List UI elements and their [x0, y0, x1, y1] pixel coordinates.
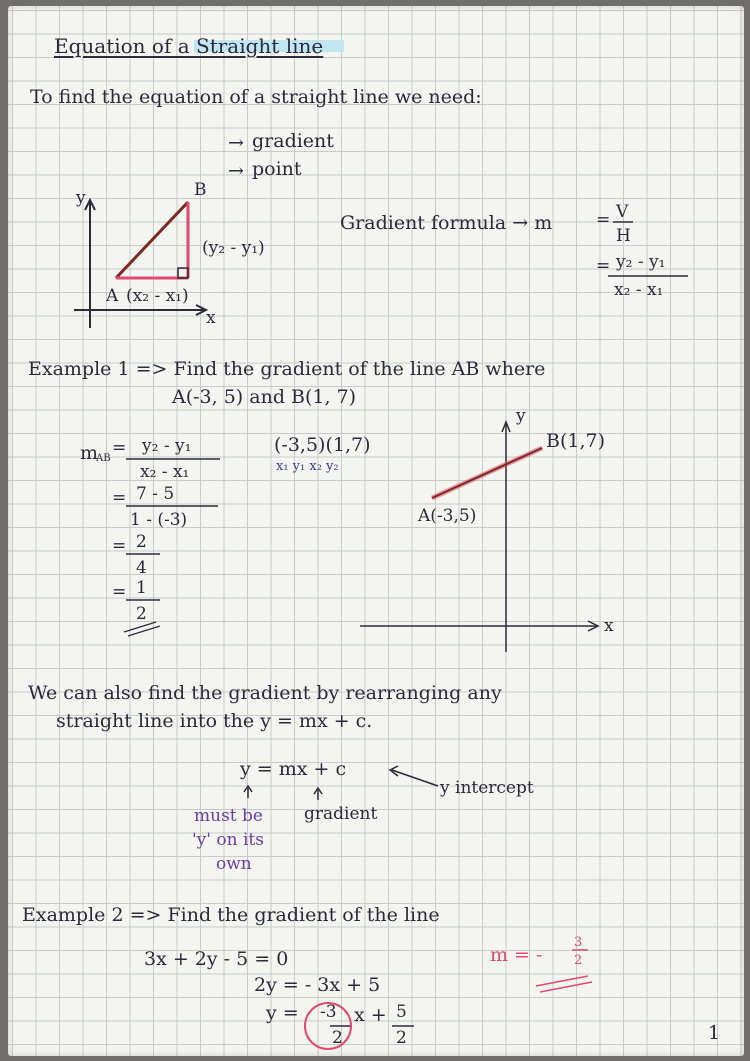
diagram1-rise-label: (y₂ - y₁): [202, 238, 265, 258]
diagram1-y-label: y: [76, 188, 86, 208]
example2-line-1: 3x + 2y - 5 = 0: [144, 948, 289, 970]
graph1-x-label: x: [604, 616, 614, 636]
step3-num: 2: [136, 532, 147, 552]
formula-equals-2: =: [596, 256, 611, 276]
formula-equals: =: [596, 210, 611, 230]
formula-h: H: [616, 226, 631, 246]
step1-den: x₂ - x₁: [140, 462, 190, 482]
must-be-line-2: 'y' on its: [192, 830, 264, 850]
example1-coords: (-3,5)(1,7): [274, 434, 371, 456]
intro-text: To find the equation of a straight line we need:: [30, 86, 482, 108]
need-item-arrow: →: [228, 160, 244, 182]
example2-line-3-y: y =: [266, 1002, 299, 1024]
y-intercept-label: y intercept: [440, 778, 534, 798]
diagram1-point-b: B: [194, 180, 207, 200]
example1-eq: =: [112, 536, 127, 556]
notebook-page: [8, 6, 744, 1056]
step3-den: 4: [136, 558, 147, 578]
example2-frac2-den: 2: [396, 1028, 407, 1048]
diagram1-run-label: (x₂ - x₁): [126, 286, 189, 306]
diagram-lines: [8, 6, 744, 1056]
rearrange-text-2: straight line into the y = mx + c.: [56, 710, 373, 732]
diagram1-point-a: A: [106, 286, 119, 306]
must-be-line-3: own: [216, 854, 252, 874]
example2-heading: Example 2 => Find the gradient of the line: [22, 904, 440, 926]
graph1-point-b-label: B(1,7): [546, 430, 606, 452]
formula-numerator: y₂ - y₁: [616, 252, 666, 272]
step1-num: y₂ - y₁: [142, 436, 192, 456]
need-gradient: gradient: [252, 130, 334, 152]
example1-eq: =: [112, 488, 127, 508]
rearrange-text-1: We can also find the gradient by rearranging any: [28, 682, 502, 704]
example1-heading: Example 1 => Find the gradient of the line AB where: [28, 358, 546, 380]
step2-num: 7 - 5: [136, 484, 175, 504]
page-title: Equation of a Straight line: [54, 34, 324, 58]
formula-denominator: x₂ - x₁: [614, 280, 664, 300]
step4-num: 1: [136, 578, 147, 598]
example2-frac2-num: 5: [396, 1002, 407, 1022]
formula-v: V: [616, 202, 629, 222]
need-point: point: [252, 158, 302, 180]
graph1-y-label: y: [516, 406, 526, 426]
page-number: 1: [708, 1022, 721, 1044]
example2-frac1-num: -3: [320, 1002, 337, 1022]
ymxc-equation: y = mx + c: [240, 758, 347, 780]
example2-answer-m: m = -: [490, 944, 543, 966]
step2-den: 1 - (-3): [130, 510, 188, 530]
example2-line-3-x: x +: [354, 1004, 387, 1026]
gradient-formula-label: Gradient formula → m: [340, 212, 553, 234]
example1-coord-labels: x₁ y₁ x₂ y₂: [276, 459, 339, 474]
example2-frac1-den: 2: [332, 1028, 343, 1048]
example1-eq: =: [112, 438, 127, 458]
example1-eq: =: [112, 582, 127, 602]
graph1-point-a-label: A(-3,5): [418, 506, 477, 526]
need-item-arrow: →: [228, 132, 244, 154]
example1-m: m: [80, 442, 99, 464]
example2-answer-num: 3: [574, 935, 583, 950]
example1-m-subscript: AB: [96, 453, 111, 464]
example1-points: A(-3, 5) and B(1, 7): [172, 386, 357, 408]
example2-answer-den: 2: [574, 953, 583, 968]
example2-line-2: 2y = - 3x + 5: [254, 974, 381, 996]
diagram1-x-label: x: [206, 308, 216, 328]
step4-den: 2: [136, 604, 147, 624]
must-be-line-1: must be: [194, 806, 263, 826]
gradient-label: gradient: [304, 804, 378, 824]
